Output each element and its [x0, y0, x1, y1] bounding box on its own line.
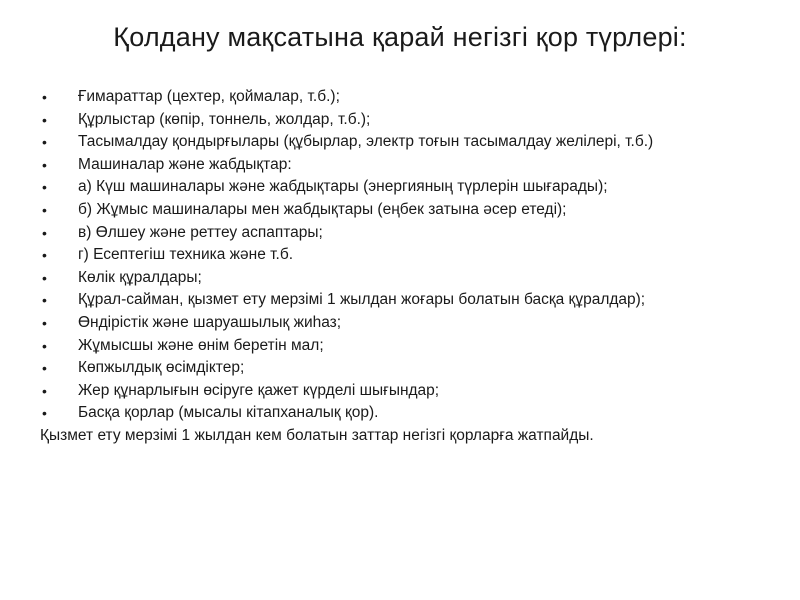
list-item-text: Басқа қорлар (мысалы кітапханалық қор). [78, 404, 379, 422]
list-item [40, 111, 760, 129]
list-item-text: Жұмысшы және өнім беретін мал; [78, 336, 324, 354]
list-item-text: Ғимараттар (цехтер, қоймалар, т.б.); [78, 88, 340, 105]
list-item-text: Машиналар және жабдықтар: [78, 155, 292, 173]
bullet-icon: • [42, 111, 47, 128]
bullet-list [40, 88, 760, 422]
list-item [40, 359, 760, 377]
bullet-icon: • [42, 360, 47, 377]
list-item [40, 133, 760, 151]
bullet-icon: • [42, 314, 47, 331]
list-item-text: а) Күш машиналары және жабдықтары (энергияның түрлерін шығарады); [78, 178, 608, 196]
footnote-text: Қызмет ету мерзімі 1 жылдан кем болатын заттар негізгі қорларға жатпайды. [40, 426, 594, 444]
bullet-icon: • [42, 269, 47, 286]
list-item [40, 269, 760, 287]
list-item-text: Жер құнарлығын өсіруге қажет күрделі шығындар; [78, 381, 440, 399]
list-item-text: Құрлыстар (көпір, тоннель, жолдар, т.б.); [78, 110, 371, 128]
list-item [40, 291, 760, 309]
bullet-icon: • [42, 134, 47, 151]
list-item [40, 88, 760, 106]
bullet-icon: • [42, 224, 47, 241]
list-item [40, 156, 760, 174]
slide-title: Қолдану мақсатына қарай негізгі қор түрлері: [113, 22, 687, 52]
list-item-text: Өндірістік және шаруашылық жиһаз; [78, 313, 342, 331]
list-item-text: б) Жұмыс машиналары мен жабдықтары (еңбек затына әсер етеді); [78, 200, 567, 218]
list-item [40, 314, 760, 332]
bullet-icon: • [42, 247, 47, 264]
list-item-text: Көпжылдық өсімдіктер; [78, 359, 245, 377]
list-item-text: Тасымалдау қондырғылары (құбырлар, электр тоғын тасымалдау желілері, т.б.) [78, 133, 654, 151]
slide-content [40, 88, 760, 445]
bullet-icon: • [42, 89, 47, 105]
bullet-icon: • [42, 156, 47, 173]
list-item-text: г) Есептегіш техника және т.б. [78, 246, 294, 264]
list-item [40, 201, 760, 219]
bullet-icon: • [42, 382, 47, 399]
list-item-text: Көлік құралдары; [78, 268, 202, 286]
bullet-icon: • [42, 179, 47, 196]
list-item [40, 382, 760, 400]
list-item [40, 178, 760, 196]
bullet-icon: • [42, 405, 47, 422]
bullet-icon: • [42, 337, 47, 354]
list-item [40, 224, 760, 242]
list-item-text: Құрал-сайман, қызмет ету мерзімі 1 жылдан жоғары болатын басқа құралдар); [78, 291, 646, 309]
bullet-icon: • [42, 201, 47, 218]
list-item [40, 337, 760, 355]
bullet-icon: • [42, 292, 47, 309]
list-item [40, 404, 760, 422]
list-item-text: в) Өлшеу және реттеу аспаптары; [78, 223, 323, 241]
list-item [40, 246, 760, 264]
